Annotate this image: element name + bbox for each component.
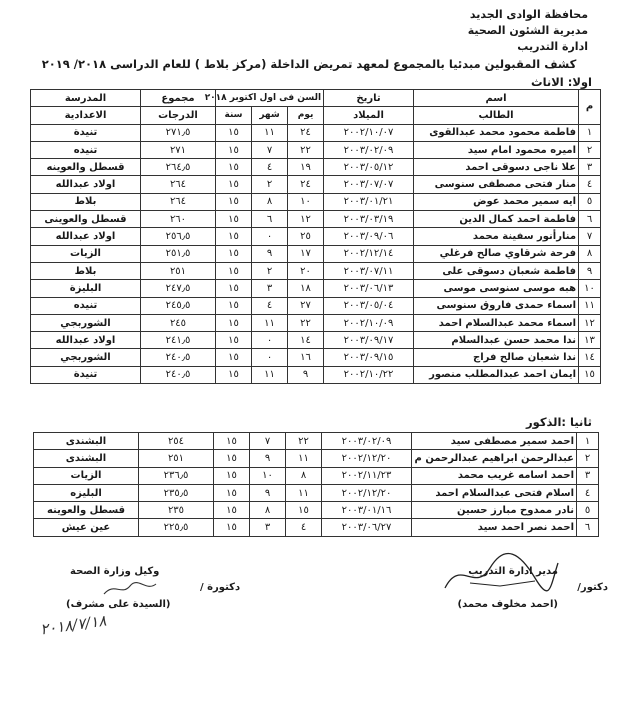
age-days: ١٢: [288, 211, 324, 228]
row-number: ٣: [579, 159, 601, 176]
age-months: ٩: [250, 484, 286, 501]
age-months: ٠: [252, 349, 288, 366]
birth-date: ٢٠٠٢/١٢/٢٠: [322, 484, 412, 501]
age-years: ١٥: [216, 176, 252, 193]
prep-school: اولاد عبدالله: [31, 176, 141, 193]
prep-school: تنيده: [31, 297, 141, 314]
prep-school: قسطل والعوينه: [34, 502, 139, 519]
row-number: ٤: [577, 484, 599, 501]
col-month-header: شهر: [252, 107, 288, 124]
age-months: ٤: [252, 159, 288, 176]
student-name: اسلام فتحى عبدالسلام احمد: [412, 484, 577, 501]
age-months: ١١: [252, 366, 288, 383]
prep-school: البشندى: [34, 433, 139, 450]
age-years: ١٥: [216, 228, 252, 245]
student-name: احمد نصر احمد سيد: [412, 519, 577, 536]
birth-date: ٢٠٠٣/٠٥/١٢: [324, 159, 414, 176]
age-years: ١٥: [214, 502, 250, 519]
age-years: ١٥: [216, 262, 252, 279]
row-number: ٧: [579, 228, 601, 245]
col-school-header-top: المدرسة: [31, 90, 141, 107]
males-table-body: [34, 433, 599, 537]
age-months: ١١: [252, 314, 288, 331]
age-days: ٢٥: [288, 228, 324, 245]
table-row: [34, 502, 599, 519]
total-score: ٢٦٠: [141, 211, 216, 228]
total-score: ٢٤٥٫٥: [141, 297, 216, 314]
prep-school: الزيات: [31, 245, 141, 262]
age-days: ٢٠: [288, 262, 324, 279]
student-name: ايه سمير محمد عوض: [414, 193, 579, 210]
table-row: [31, 124, 601, 141]
age-days: ٩: [288, 366, 324, 383]
age-years: ١٥: [214, 484, 250, 501]
student-name: منار فتحى مصطفى سنوسى: [414, 176, 579, 193]
col-name-header-top: اسم: [414, 90, 579, 107]
col-dob-header-top: تاريخ: [324, 90, 414, 107]
total-score: ٢٤١٫٥: [141, 332, 216, 349]
student-name: ندا شعبان صالح فراج: [414, 349, 579, 366]
age-days: ١٤: [288, 332, 324, 349]
row-number: ١٥: [579, 366, 601, 383]
table-row: [31, 332, 601, 349]
age-months: ٤: [252, 297, 288, 314]
birth-date: ٢٠٠٣/٠٦/١٣: [324, 280, 414, 297]
undersecretary-title: وكيل وزارة الصحة: [70, 566, 160, 577]
prep-school: البشندى: [34, 450, 139, 467]
handwritten-date: ٢٠١٨/٧/١٨: [39, 611, 108, 639]
age-days: ٢٤: [288, 124, 324, 141]
age-days: ٢٧: [288, 297, 324, 314]
student-name: هبه موسى سنوسى موسى: [414, 280, 579, 297]
table-row: [31, 262, 601, 279]
prep-school: البليزه: [34, 484, 139, 501]
prep-school: تنيده: [31, 141, 141, 158]
females-section-title: اولا: الاناث: [531, 75, 592, 89]
training-director-name: (احمد مخلوف محمد): [457, 599, 558, 610]
prep-school: الزيات: [34, 467, 139, 484]
age-days: ١٧: [288, 245, 324, 262]
age-years: ١٥: [216, 141, 252, 158]
student-name: منارأنور سفينة محمد: [414, 228, 579, 245]
training-director-signature: [440, 548, 560, 598]
age-months: ٠: [252, 332, 288, 349]
student-name: احمد اسامه غريب محمد: [412, 467, 577, 484]
student-name: اسماء محمد عبدالسلام احمد: [414, 314, 579, 331]
total-score: ٢٣٥٫٥: [139, 484, 214, 501]
age-days: ٢٢: [288, 141, 324, 158]
age-months: ٦: [252, 211, 288, 228]
row-number: ٥: [577, 502, 599, 519]
total-score: ٢٦٤: [141, 193, 216, 210]
females-table: [30, 89, 601, 384]
age-months: ٧: [250, 433, 286, 450]
prep-school: اولاد عبدالله: [31, 332, 141, 349]
age-years: ١٥: [216, 211, 252, 228]
age-years: ١٥: [214, 467, 250, 484]
birth-date: ٢٠٠٣/٠٢/٠٩: [324, 141, 414, 158]
total-score: ٢٤٥: [141, 314, 216, 331]
age-months: ٨: [250, 502, 286, 519]
age-days: ٢٤: [288, 176, 324, 193]
birth-date: ٢٠٠٢/١٢/٢٠: [322, 450, 412, 467]
col-total-header-top: مجموع: [141, 90, 216, 107]
total-score: ٢٦٤: [141, 176, 216, 193]
prep-school: اولاد عبدالله: [31, 228, 141, 245]
col-day-header: يوم: [288, 107, 324, 124]
birth-date: ٢٠٠٣/٠٩/١٧: [324, 332, 414, 349]
birth-date: ٢٠٠٣/٠١/٢١: [324, 193, 414, 210]
age-years: ١٥: [216, 297, 252, 314]
age-years: ١٥: [216, 366, 252, 383]
student-name: اميره محمود امام سيد: [414, 141, 579, 158]
total-score: ٢٥١٫٥: [141, 245, 216, 262]
prep-school: قسطل والعوينه: [31, 159, 141, 176]
age-days: ١١: [286, 484, 322, 501]
row-number: ١: [579, 124, 601, 141]
student-name: علا ناجى دسوقى احمد: [414, 159, 579, 176]
table-row: [31, 228, 601, 245]
row-number: ٤: [579, 176, 601, 193]
row-number: ١٢: [579, 314, 601, 331]
student-name: فاطمة احمد كمال الدين: [414, 211, 579, 228]
age-months: ٠: [252, 228, 288, 245]
age-years: ١٥: [214, 433, 250, 450]
birth-date: ٢٠٠٣/٠٦/٢٧: [322, 519, 412, 536]
col-year-header: سنة: [216, 107, 252, 124]
birth-date: ٢٠٠٣/٠٧/١١: [324, 262, 414, 279]
age-days: ٢٢: [286, 433, 322, 450]
col-dob-header-bottom: الميلاد: [324, 107, 414, 124]
student-name: اسماء حمدى فاروق سنوسى: [414, 297, 579, 314]
col-school-header-bottom: الاعدادية: [31, 107, 141, 124]
student-name: احمد سمير مصطفى سيد: [412, 433, 577, 450]
table-row: [31, 349, 601, 366]
prep-school: بلاط: [31, 193, 141, 210]
prep-school: بلاط: [31, 262, 141, 279]
table-row: [31, 314, 601, 331]
prep-school: البليزة: [31, 280, 141, 297]
student-name: فاطمة محمود محمد عبدالقوى: [414, 124, 579, 141]
department-header: ادارة التدريب: [517, 40, 588, 53]
table-row: [34, 519, 599, 536]
total-score: ٢٧١: [141, 141, 216, 158]
birth-date: ٢٠٠٢/١٢/١٤: [324, 245, 414, 262]
undersecretary-signature: [100, 578, 160, 600]
age-days: ١٨: [288, 280, 324, 297]
row-number: ٩: [579, 262, 601, 279]
table-row: [31, 280, 601, 297]
row-number: ٣: [577, 467, 599, 484]
total-score: ٢٤٧٫٥: [141, 280, 216, 297]
birth-date: ٢٠٠٣/٠١/١٦: [322, 502, 412, 519]
col-age-header: السن فى اول اكتوبر ٢٠١٨: [216, 90, 324, 107]
age-years: ١٥: [216, 314, 252, 331]
birth-date: ٢٠٠٣/٠٥/٠٤: [324, 297, 414, 314]
table-row: [31, 176, 601, 193]
birth-date: ٢٠٠٢/١١/٢٣: [322, 467, 412, 484]
age-days: ١٥: [286, 502, 322, 519]
age-months: ٢: [252, 176, 288, 193]
prep-school: عين عيش: [34, 519, 139, 536]
age-months: ١٠: [250, 467, 286, 484]
age-years: ١٥: [216, 124, 252, 141]
directorate-header: مديرية الشئون الصحية: [467, 24, 588, 37]
age-years: ١٥: [216, 159, 252, 176]
governorate-header: محافظة الوادى الجديد: [469, 8, 588, 21]
age-months: ١١: [252, 124, 288, 141]
table-row: [31, 211, 601, 228]
row-number: ١٣: [579, 332, 601, 349]
prep-school: تنيدة: [31, 124, 141, 141]
student-name: ندا محمد حسن عبدالسلام: [414, 332, 579, 349]
birth-date: ٢٠٠٢/١٠/٢٢: [324, 366, 414, 383]
undersecretary-name: (السيدة على مشرف): [66, 599, 171, 610]
age-years: ١٥: [216, 245, 252, 262]
total-score: ٢٥٤: [139, 433, 214, 450]
total-score: ٢٥١: [141, 262, 216, 279]
age-days: ١١: [286, 450, 322, 467]
training-director-doctor-label: دكتور/: [577, 582, 608, 593]
student-name: نادر ممدوح مبارز حسين: [412, 502, 577, 519]
row-number: ١١: [579, 297, 601, 314]
prep-school: الشوربجي: [31, 349, 141, 366]
table-row: [34, 433, 599, 450]
total-score: ٢٣٦٫٥: [139, 467, 214, 484]
table-row: [31, 297, 601, 314]
prep-school: تنيدة: [31, 366, 141, 383]
total-score: ٢٤٠٫٥: [141, 366, 216, 383]
row-number: ١٤: [579, 349, 601, 366]
prep-school: الشوربجي: [31, 314, 141, 331]
student-name: ايمان احمد عبدالمطلب منصور: [414, 366, 579, 383]
row-number: ١: [577, 433, 599, 450]
undersecretary-doctor-label: دكتورة /: [200, 582, 241, 593]
student-name: فاطمة شعبان دسوقى على: [414, 262, 579, 279]
col-num-header: م: [579, 90, 601, 125]
birth-date: ٢٠٠٢/١٠/٠٩: [324, 314, 414, 331]
birth-date: ٢٠٠٣/٠٣/١٩: [324, 211, 414, 228]
prep-school: قسطل والعوينى: [31, 211, 141, 228]
total-score: ٢٦٤٫٥: [141, 159, 216, 176]
col-total-header-bottom: الدرجات: [141, 107, 216, 124]
age-months: ٣: [250, 519, 286, 536]
total-score: ٢٤٠٫٥: [141, 349, 216, 366]
table-row: [31, 159, 601, 176]
row-number: ٥: [579, 193, 601, 210]
row-number: ٦: [577, 519, 599, 536]
age-years: ١٥: [216, 193, 252, 210]
age-months: ٩: [250, 450, 286, 467]
table-row: [31, 245, 601, 262]
row-number: ٨: [579, 245, 601, 262]
age-days: ١٦: [288, 349, 324, 366]
document-title: كشف المقبولين مبدئيا بالمجموع لمعهد تمريض الداخلة (مركز بلاط ) للعام الدراسى ٢٠١٨/ ٢٠١٩: [41, 57, 577, 71]
student-name: فرحة شرقاوي صالح فرغلي: [414, 245, 579, 262]
table-row: [31, 141, 601, 158]
row-number: ٢: [579, 141, 601, 158]
row-number: ١٠: [579, 280, 601, 297]
training-director-title: مدير ادارة التدريب: [468, 566, 558, 577]
age-years: ١٥: [214, 519, 250, 536]
birth-date: ٢٠٠٣/٠٩/٠٦: [324, 228, 414, 245]
age-months: ٣: [252, 280, 288, 297]
birth-date: ٢٠٠٣/٠٩/١٥: [324, 349, 414, 366]
row-number: ٦: [579, 211, 601, 228]
age-days: ١٩: [288, 159, 324, 176]
birth-date: ٢٠٠٣/٠٢/٠٩: [322, 433, 412, 450]
age-days: ٢٢: [288, 314, 324, 331]
total-score: ٢٧١٫٥: [141, 124, 216, 141]
males-section-title: ثانيا :الذكور: [526, 415, 592, 429]
col-name-header-bottom: الطالب: [414, 107, 579, 124]
age-years: ١٥: [216, 349, 252, 366]
age-days: ١٠: [288, 193, 324, 210]
total-score: ٢٥١: [139, 450, 214, 467]
age-months: ٧: [252, 141, 288, 158]
table-row: [34, 467, 599, 484]
total-score: ٢٥٦٫٥: [141, 228, 216, 245]
age-days: ٤: [286, 519, 322, 536]
age-months: ٩: [252, 245, 288, 262]
birth-date: ٢٠٠٣/٠٧/٠٧: [324, 176, 414, 193]
age-years: ١٥: [216, 280, 252, 297]
total-score: ٢٣٥: [139, 502, 214, 519]
age-years: ١٥: [214, 450, 250, 467]
age-days: ٨: [286, 467, 322, 484]
females-table-body: [31, 124, 601, 383]
birth-date: ٢٠٠٢/١٠/٠٧: [324, 124, 414, 141]
age-years: ١٥: [216, 332, 252, 349]
table-row: [34, 484, 599, 501]
row-number: ٢: [577, 450, 599, 467]
age-months: ٢: [252, 262, 288, 279]
table-row: [34, 450, 599, 467]
males-table: [33, 432, 599, 537]
table-row: [31, 366, 601, 383]
age-months: ٨: [252, 193, 288, 210]
table-row: [31, 193, 601, 210]
total-score: ٢٢٥٫٥: [139, 519, 214, 536]
student-name: عبدالرحمن ابراهيم عبدالرحمن م: [412, 450, 577, 467]
